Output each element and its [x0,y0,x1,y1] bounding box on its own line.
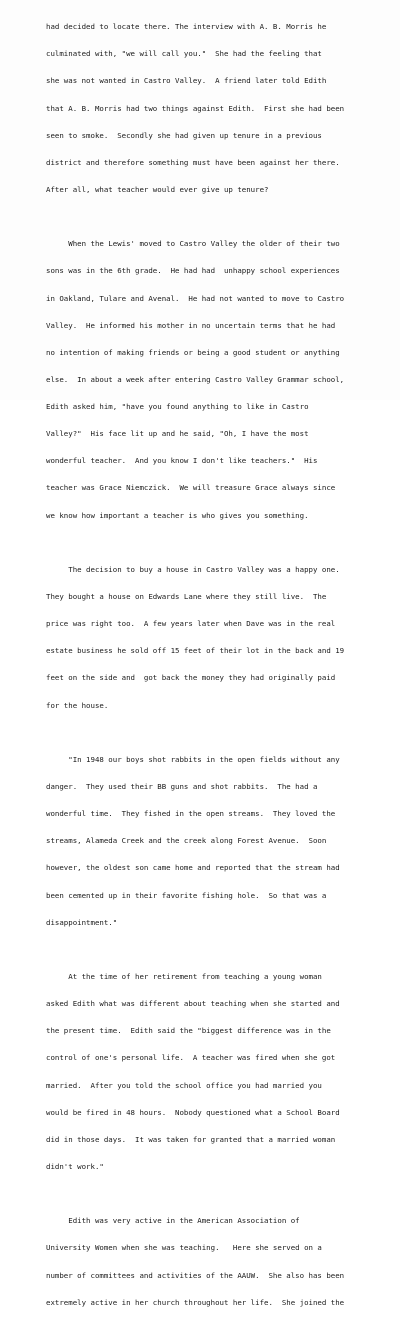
text-line: disappointment." [46,917,118,927]
text-line: They bought a house on Edwards Lane where they still live. The [46,592,327,602]
text-line: When the Lewis' moved to Castro Valley the older of their two [46,239,340,249]
text-line: however, the oldest son came home and reported that the stream had [46,863,340,873]
text-line: married. After you told the school office you had married you [46,1080,322,1090]
text-line: had decided to locate there. The interview with A. B. Morris he [46,22,327,32]
text-line: wonderful teacher. And you know I don't like teachers." His [46,456,318,466]
paragraph-rabbits-and-streams [46,737,372,945]
text-line: sons was in the 6th grade. He had had unhappy school experiences [46,266,340,276]
text-line: Valley?" His face lit up and he said, "Oh, I have the most [46,429,309,439]
text-line: The decision to buy a house in Castro Valley was a happy one. [46,564,340,574]
text-line: streams, Alameda Creek and the creek along Forest Avenue. Soon [46,836,327,846]
text-line: Edith asked him, "have you found anything to like in Castro [46,402,309,412]
text-line: been cemented up in their favorite fishing hole. So that was a [46,890,327,900]
text-line: would be fired in 48 hours. Nobody questioned what a School Board [46,1107,340,1117]
text-line: that A. B. Morris had two things against Edith. First she had been [46,103,345,113]
text-line: Valley. He informed his mother in no uncertain terms that he had [46,320,336,330]
text-line: price was right too. A few years later when Dave was in the real [46,619,336,629]
text-line: "In 1948 our boys shot rabbits in the open fields without any [46,754,340,764]
text-line: After all, what teacher would ever give up tenure? [46,184,269,194]
text-line: the present time. Edith said the "biggest difference was in the [46,1026,331,1036]
paragraph-move-to-castro-valley [46,221,372,538]
text-line: no intention of making friends or being a good student or anything [46,347,340,357]
text-line: we know how important a teacher is who gives you something. [46,510,309,520]
text-line: did in those days. It was taken for granted that a married woman [46,1134,336,1144]
text-line: district and therefore something must have been against her there. [46,157,340,167]
text-line: teacher was Grace Niemczick. We will treasure Grace always since [46,483,336,493]
text-line: culminated with, "we will call you." She had the feeling that [46,49,322,59]
paragraph-aauw [46,1198,372,1325]
text-line: extremely active in her church throughout her life. She joined the [46,1297,345,1307]
paragraph-interview [46,4,372,212]
text-line: else. In about a week after entering Castro Valley Grammar school, [46,374,345,384]
document-body [46,4,372,1334]
text-line: At the time of her retirement from teaching a young woman [46,972,322,982]
text-line: wonderful time. They fished in the open streams. They loved the [46,809,336,819]
text-line: asked Edith what was different about teaching when she started and [46,999,340,1009]
text-line: for the house. [46,700,109,710]
text-line: feet on the side and got back the money they had originally paid [46,673,336,683]
text-line: seen to smoke. Secondly she had given up tenure in a previous [46,130,322,140]
text-line: number of committees and activities of the AAUW. She also has been [46,1270,345,1280]
text-line: estate business he sold off 15 feet of their lot in the back and 19 [46,646,345,656]
text-line: didn't work." [46,1162,104,1171]
text-line: in Oakland, Tulare and Avenal. He had not wanted to move to Castro [46,293,345,303]
text-line: she was not wanted in Castro Valley. A friend later told Edith [46,76,327,86]
text-line: control of one's personal life. A teacher was fired when she got [46,1053,336,1063]
paragraph-retirement [46,954,372,1189]
text-line: danger. They used their BB guns and shot rabbits. The had a [46,782,318,792]
text-line: University Women when she was teaching. Here she served on a [46,1243,322,1253]
text-line: Edith was very active in the American Association of [46,1216,300,1226]
paragraph-house-purchase [46,547,372,728]
